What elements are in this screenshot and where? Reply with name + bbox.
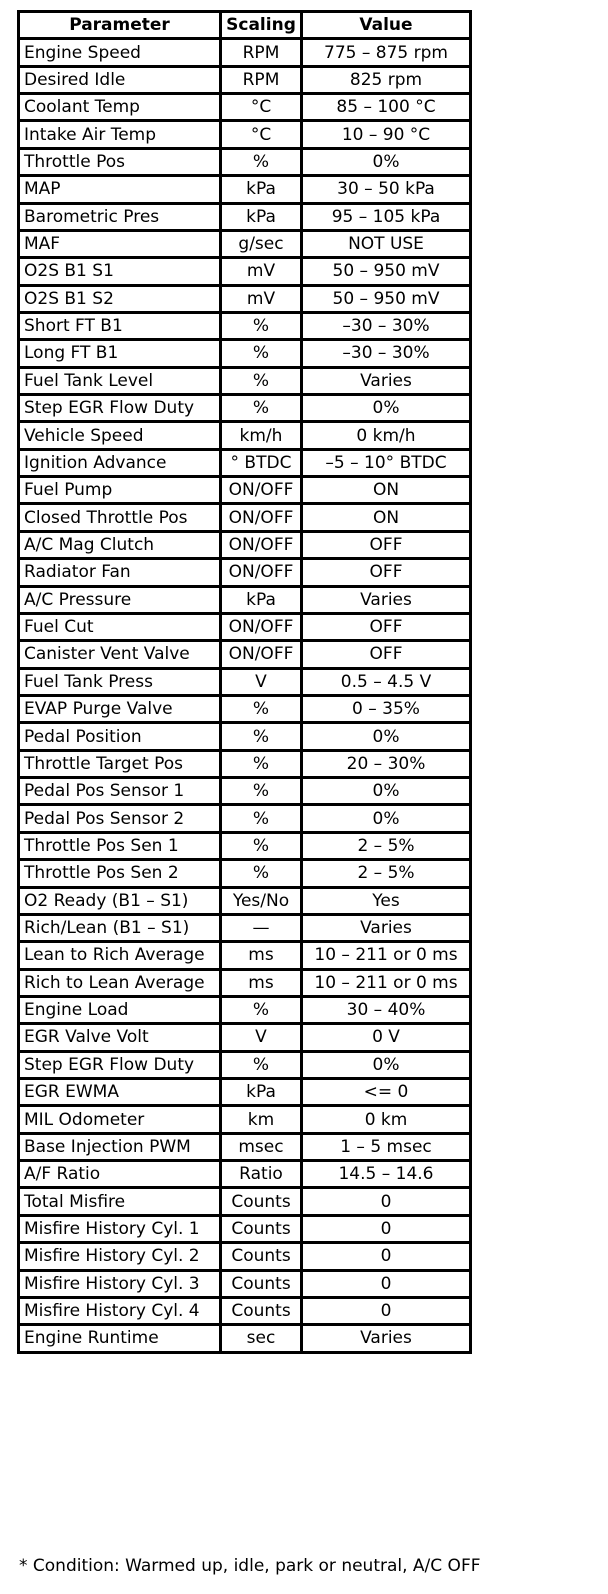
cell-parameter: Rich/Lean (B1 – S1) [19,914,221,941]
table-row [19,395,471,422]
cell-value: 0% [302,778,471,805]
table-row [19,860,471,887]
cell-value: 0 [302,1297,471,1324]
cell-parameter: EGR Valve Volt [19,1024,221,1051]
cell-value: <= 0 [302,1079,471,1106]
cell-parameter: Step EGR Flow Duty [19,395,221,422]
cell-scaling: V [221,1024,302,1051]
cell-parameter: Radiator Fan [19,559,221,586]
table-row [19,477,471,504]
table-row [19,1270,471,1297]
cell-value: 14.5 – 14.6 [302,1161,471,1188]
cell-value: 0% [302,148,471,175]
cell-value: 0 – 35% [302,695,471,722]
table-row [19,641,471,668]
cell-scaling: Counts [221,1270,302,1297]
table-row [19,1243,471,1270]
cell-scaling: — [221,914,302,941]
table-row [19,723,471,750]
cell-parameter: Throttle Pos Sen 2 [19,860,221,887]
cell-value: 20 – 30% [302,750,471,777]
table-row [19,148,471,175]
cell-parameter: Coolant Temp [19,94,221,121]
table-row [19,1106,471,1133]
cell-parameter: EVAP Purge Valve [19,695,221,722]
cell-parameter: Barometric Pres [19,203,221,230]
cell-scaling: mV [221,258,302,285]
cell-value: 30 – 40% [302,996,471,1023]
cell-scaling: % [221,395,302,422]
cell-parameter: MAF [19,230,221,257]
cell-value: 2 – 5% [302,832,471,859]
cell-parameter: Throttle Pos [19,148,221,175]
cell-value: OFF [302,613,471,640]
cell-value: 0 [302,1270,471,1297]
header-scaling: Scaling [221,12,302,39]
table-row [19,1325,471,1352]
table-row [19,121,471,148]
table-row [19,504,471,531]
cell-value: ON [302,477,471,504]
cell-scaling: Counts [221,1297,302,1324]
cell-scaling: V [221,668,302,695]
cell-value: 95 – 105 kPa [302,203,471,230]
table-row [19,996,471,1023]
cell-parameter: A/C Pressure [19,586,221,613]
cell-value: –30 – 30% [302,340,471,367]
table-row [19,1024,471,1051]
table-row [19,285,471,312]
cell-parameter: Short FT B1 [19,312,221,339]
cell-value: 0 km [302,1106,471,1133]
cell-value: ON [302,504,471,531]
cell-scaling: RPM [221,66,302,93]
cell-parameter: Base Injection PWM [19,1133,221,1160]
footnote: * Condition: Warmed up, idle, park or neutral, A/C OFF [19,1556,481,1576]
cell-value: –30 – 30% [302,312,471,339]
cell-value: 85 – 100 °C [302,94,471,121]
cell-parameter: Throttle Target Pos [19,750,221,777]
cell-parameter: MAP [19,176,221,203]
table-row [19,94,471,121]
parameter-table [17,10,472,1354]
cell-scaling: ON/OFF [221,531,302,558]
cell-scaling: % [221,996,302,1023]
table-row [19,668,471,695]
table-row [19,1215,471,1242]
cell-scaling: Ratio [221,1161,302,1188]
cell-parameter: A/F Ratio [19,1161,221,1188]
table-row [19,367,471,394]
cell-parameter: Pedal Position [19,723,221,750]
cell-scaling: msec [221,1133,302,1160]
cell-parameter: O2S B1 S1 [19,258,221,285]
cell-scaling: kPa [221,203,302,230]
header-row [19,12,471,39]
cell-scaling: ms [221,942,302,969]
table-row [19,531,471,558]
cell-parameter: Fuel Cut [19,613,221,640]
table-row [19,695,471,722]
table-row [19,449,471,476]
cell-parameter: Throttle Pos Sen 1 [19,832,221,859]
cell-parameter: Misfire History Cyl. 3 [19,1270,221,1297]
cell-scaling: % [221,340,302,367]
cell-parameter: Pedal Pos Sensor 1 [19,778,221,805]
cell-value: 0 [302,1243,471,1270]
cell-value: Yes [302,887,471,914]
cell-parameter: Ignition Advance [19,449,221,476]
cell-parameter: Intake Air Temp [19,121,221,148]
cell-parameter: Engine Speed [19,39,221,66]
cell-parameter: Engine Runtime [19,1325,221,1352]
cell-parameter: Rich to Lean Average [19,969,221,996]
cell-scaling: % [221,695,302,722]
cell-scaling: °C [221,121,302,148]
table-row [19,942,471,969]
table-row [19,203,471,230]
cell-value: 0% [302,805,471,832]
cell-scaling: mV [221,285,302,312]
table-row [19,805,471,832]
cell-value: Varies [302,367,471,394]
table-row [19,1079,471,1106]
cell-scaling: km/h [221,422,302,449]
table-row [19,340,471,367]
cell-scaling: RPM [221,39,302,66]
cell-value: Varies [302,586,471,613]
cell-parameter: Canister Vent Valve [19,641,221,668]
table-row [19,422,471,449]
cell-parameter: Fuel Tank Press [19,668,221,695]
cell-scaling: Yes/No [221,887,302,914]
cell-scaling: Counts [221,1243,302,1270]
cell-value: 0 V [302,1024,471,1051]
cell-value: 0.5 – 4.5 V [302,668,471,695]
cell-parameter: Lean to Rich Average [19,942,221,969]
cell-scaling: ON/OFF [221,504,302,531]
cell-scaling: km [221,1106,302,1133]
cell-value: 825 rpm [302,66,471,93]
cell-scaling: kPa [221,586,302,613]
cell-parameter: MIL Odometer [19,1106,221,1133]
cell-scaling: kPa [221,1079,302,1106]
cell-parameter: Step EGR Flow Duty [19,1051,221,1078]
cell-scaling: % [221,1051,302,1078]
cell-parameter: Vehicle Speed [19,422,221,449]
cell-scaling: ms [221,969,302,996]
cell-parameter: O2 Ready (B1 – S1) [19,887,221,914]
cell-parameter: O2S B1 S2 [19,285,221,312]
cell-value: 50 – 950 mV [302,258,471,285]
table-row [19,586,471,613]
table-row [19,778,471,805]
cell-parameter: Misfire History Cyl. 2 [19,1243,221,1270]
cell-parameter: Total Misfire [19,1188,221,1215]
table-row [19,66,471,93]
table-row [19,559,471,586]
cell-value: 0% [302,723,471,750]
cell-parameter: Fuel Pump [19,477,221,504]
cell-value: 0% [302,1051,471,1078]
cell-value: NOT USE [302,230,471,257]
cell-scaling: g/sec [221,230,302,257]
header-parameter: Parameter [19,12,221,39]
header-value: Value [302,12,471,39]
cell-value: 775 – 875 rpm [302,39,471,66]
table-row [19,1297,471,1324]
cell-value: 30 – 50 kPa [302,176,471,203]
cell-parameter: Misfire History Cyl. 4 [19,1297,221,1324]
table-row [19,969,471,996]
cell-value: –5 – 10° BTDC [302,449,471,476]
cell-value: 0 km/h [302,422,471,449]
cell-scaling: % [221,832,302,859]
table-row [19,258,471,285]
cell-parameter: Long FT B1 [19,340,221,367]
cell-value: 0% [302,395,471,422]
table-row [19,312,471,339]
cell-value: 2 – 5% [302,860,471,887]
table-row [19,887,471,914]
cell-scaling: ° BTDC [221,449,302,476]
cell-value: Varies [302,914,471,941]
cell-scaling: % [221,148,302,175]
cell-value: 10 – 211 or 0 ms [302,942,471,969]
cell-value: OFF [302,641,471,668]
cell-scaling: kPa [221,176,302,203]
cell-scaling: sec [221,1325,302,1352]
cell-parameter: Misfire History Cyl. 1 [19,1215,221,1242]
cell-parameter: Fuel Tank Level [19,367,221,394]
cell-value: Varies [302,1325,471,1352]
table-row [19,832,471,859]
cell-parameter: EGR EWMA [19,1079,221,1106]
cell-scaling: ON/OFF [221,641,302,668]
cell-scaling: °C [221,94,302,121]
cell-value: OFF [302,559,471,586]
cell-value: 0 [302,1188,471,1215]
cell-value: 50 – 950 mV [302,285,471,312]
table-row [19,613,471,640]
table-row [19,1051,471,1078]
cell-value: 0 [302,1215,471,1242]
cell-parameter: Desired Idle [19,66,221,93]
cell-scaling: % [221,750,302,777]
cell-value: 10 – 90 °C [302,121,471,148]
table-row [19,230,471,257]
cell-scaling: Counts [221,1188,302,1215]
cell-scaling: % [221,723,302,750]
cell-scaling: ON/OFF [221,477,302,504]
cell-scaling: ON/OFF [221,613,302,640]
table-row [19,1133,471,1160]
cell-parameter: Engine Load [19,996,221,1023]
cell-scaling: % [221,860,302,887]
cell-scaling: % [221,805,302,832]
cell-value: 1 – 5 msec [302,1133,471,1160]
table-row [19,750,471,777]
table-row [19,39,471,66]
cell-scaling: Counts [221,1215,302,1242]
cell-value: 10 – 211 or 0 ms [302,969,471,996]
table-row [19,176,471,203]
cell-scaling: % [221,778,302,805]
table-row [19,1161,471,1188]
table-row [19,1188,471,1215]
cell-scaling: % [221,312,302,339]
cell-scaling: ON/OFF [221,559,302,586]
cell-parameter: A/C Mag Clutch [19,531,221,558]
cell-scaling: % [221,367,302,394]
cell-parameter: Pedal Pos Sensor 2 [19,805,221,832]
table-row [19,914,471,941]
cell-value: OFF [302,531,471,558]
cell-parameter: Closed Throttle Pos [19,504,221,531]
